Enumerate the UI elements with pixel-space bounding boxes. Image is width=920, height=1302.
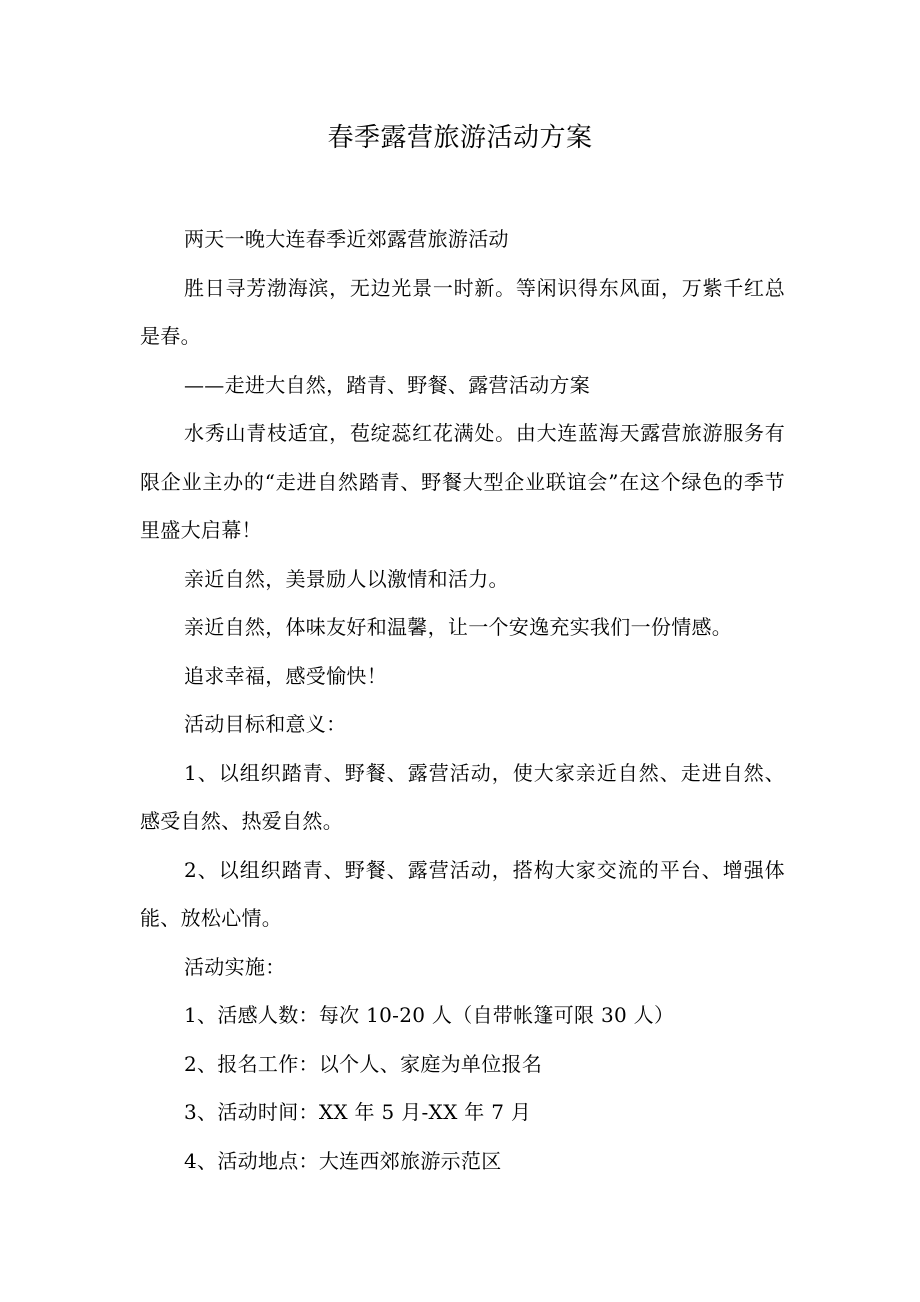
- paragraph-intro: 水秀山青枝适宜，苞绽蕊红花满处。由大连蓝海天露营旅游服务有限企业主办的“走进自然踏青、野餐大型企业联谊会”在这个绿色的季节里盛大启幕！: [140, 421, 785, 542]
- goal-item-2: 2、以组织踏青、野餐、露营活动，搭构大家交流的平台、增强体能、放松心情。: [140, 857, 785, 930]
- paragraph-poem: 胜日寻芳渤海滨，无边光景一时新。等闲识得东风面，万紫千红总是春。: [140, 275, 785, 348]
- document-body: [140, 215, 785, 1185]
- section-heading-goals: 活动目标和意义：: [184, 712, 347, 736]
- goal-item-1: 1、以组织踏青、野餐、露营活动，使大家亲近自然、走进自然、感受自然、热爱自然。: [140, 760, 785, 833]
- implementation-item-4: 4、活动地点：大连西郊旅游示范区: [184, 1148, 502, 1173]
- implementation-item-3: 3、活动时间：XX 年 5 月-XX 年 7 月: [184, 1100, 532, 1124]
- paragraph-theme: ——走进大自然，踏青、野餐、露营活动方案: [184, 372, 590, 397]
- document-title: 春季露营旅游活动方案: [327, 123, 593, 153]
- implementation-item-1: 1、活感人数：每次 10-20 人（自带帐篷可限 30 人）: [184, 1003, 675, 1027]
- paragraph-subtitle: 两天一晚大连春季近郊露营旅游活动: [184, 227, 509, 251]
- implementation-item-2: 2、报名工作：以个人、家庭为单位报名: [184, 1051, 543, 1076]
- paragraph-slogan-2: 亲近自然，体味友好和温馨，让一个安逸充实我们一份情感。: [184, 615, 733, 639]
- paragraph-slogan-3: 追求幸福，感受愉快！: [184, 663, 387, 688]
- section-heading-implementation: 活动实施：: [184, 954, 286, 979]
- paragraph-slogan-1: 亲近自然，美景励人以激情和活力。: [184, 566, 509, 591]
